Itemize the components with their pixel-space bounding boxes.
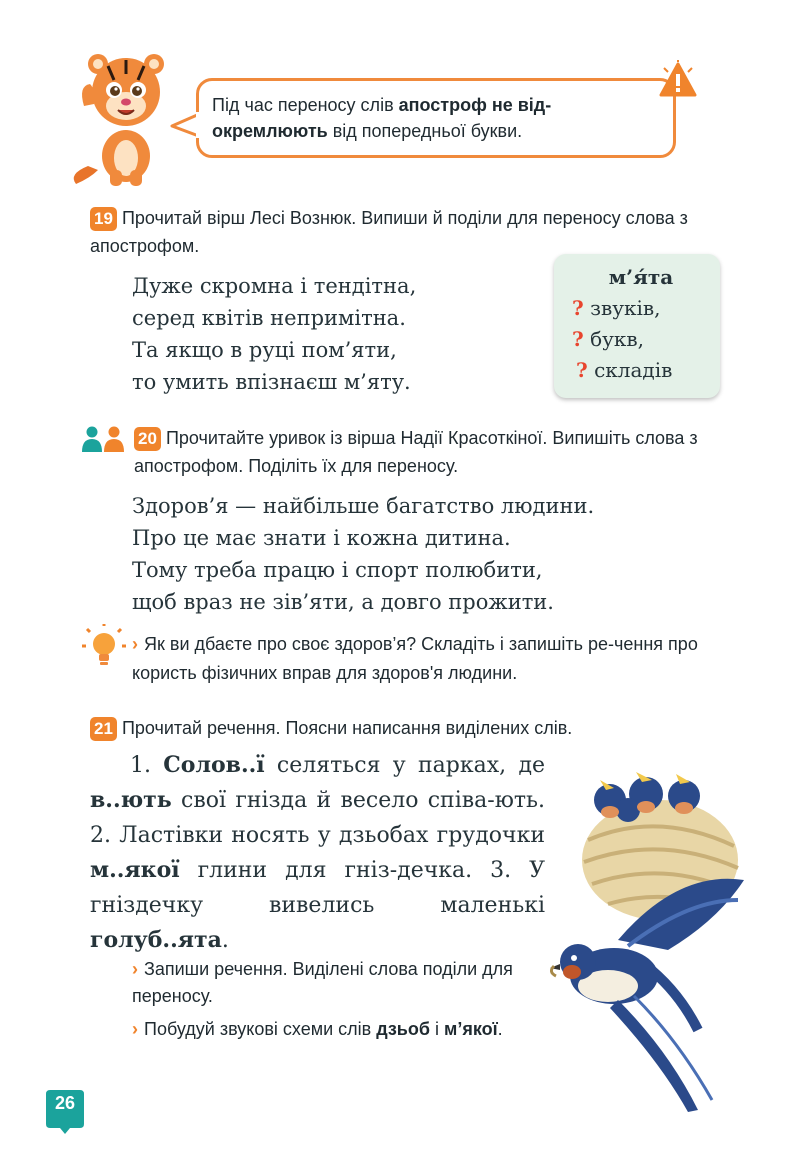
highlighted-word: голуб..ята	[90, 927, 222, 953]
warning-icon	[658, 60, 698, 100]
sentence-fragment: .	[221, 928, 229, 953]
poem-line: Та якщо в руці пом’яти,	[132, 338, 397, 362]
highlighted-word: Солов..ї	[163, 752, 265, 778]
poem-line: то умить впізнаєш м’яту.	[132, 370, 411, 394]
chevron-icon: ›	[132, 1019, 138, 1039]
exercise-19-instruction: Прочитай вірш Лесі Вознюк. Випиши й поділи для переносу слова з апострофом.	[90, 208, 688, 256]
rule-text-part: від попередньої букви.	[327, 121, 523, 141]
poem-line: Про це має знати і кожна дитина.	[132, 526, 511, 550]
exercise-21-sentences	[90, 748, 545, 958]
poem-line: Тому треба працю і спорт полюбити,	[132, 558, 543, 582]
task-text: .	[497, 1019, 503, 1039]
highlighted-word: м..якої	[90, 857, 180, 883]
task-sound-schemes	[132, 1016, 532, 1043]
task-text: Запиши речення. Виділені слова поділи для переносу.	[132, 959, 513, 1006]
rule-text-bold: апостроф не від-окремлюють	[212, 95, 552, 141]
lightbulb-icon	[82, 624, 126, 668]
exercise-21-instruction: Прочитай речення. Поясни написання виділених слів.	[121, 718, 573, 738]
task-bold-word: дзьоб	[376, 1019, 430, 1039]
chevron-icon: ›	[132, 959, 138, 979]
card-line: складів	[594, 358, 673, 382]
task-write-sentences	[132, 956, 532, 1010]
discussion-prompt	[132, 630, 742, 688]
question-mark: ?	[572, 327, 584, 351]
exercise-20-instruction: Прочитайте уривок із вірша Надії Красоткіної. Випишіть слова з апострофом. Поділіть їх для переносу.	[134, 428, 698, 476]
poem-vozniuk	[132, 270, 416, 398]
question-mark: ?	[576, 358, 588, 382]
word-analysis-text	[566, 262, 716, 386]
exercise-21-heading	[90, 714, 730, 742]
task-text: і	[429, 1019, 444, 1039]
card-line: звуків,	[590, 296, 661, 320]
sentence-fragment: глини для гніз-дечка. 3. У гніздечку вивелись маленькі	[90, 858, 545, 918]
exercise-19-heading	[90, 204, 740, 260]
callout-tail-cover	[192, 110, 204, 140]
rule-text-part: Під час переносу слів	[212, 95, 399, 115]
exercise-number-21: 21	[90, 717, 117, 741]
sentence-fragment: 1.	[130, 753, 164, 778]
discussion-text: Як ви дбаєте про своє здоров’я? Складіть і запишіть ре-чення про користь фізичних вправ для здоров'я людини.	[132, 634, 698, 683]
poem-krasotkina	[132, 490, 594, 618]
tiger-mascot-illustration	[68, 46, 178, 186]
question-mark: ?	[572, 296, 584, 320]
poem-line: Здоров’я — найбільше багатство людини.	[132, 494, 595, 518]
exercise-number-19: 19	[90, 207, 117, 231]
page-number: 26	[54, 1093, 76, 1113]
exercise-20-heading	[134, 424, 744, 480]
sentence-fragment: свої гнізда й весело співа-ють. 2. Ластівки носять у дзьобах грудочки	[90, 788, 545, 848]
chevron-icon: ›	[132, 634, 138, 654]
poem-line: серед квітів непримітна.	[132, 306, 406, 330]
exercise-number-20: 20	[134, 427, 161, 451]
pair-work-icon	[80, 426, 130, 452]
swallow-nest-illustration	[548, 750, 748, 1120]
task-text: Побудуй звукові схеми слів	[144, 1019, 377, 1039]
task-bold-word: м’якої	[444, 1019, 498, 1039]
poem-line: Дуже скромна і тендітна,	[132, 274, 417, 298]
rule-text	[212, 92, 662, 144]
card-line: букв,	[590, 327, 645, 351]
highlighted-word: в..ють	[90, 787, 172, 813]
sentence-fragment: селяться у парках, де	[264, 753, 546, 778]
poem-line: щоб враз не зів’яти, а довго прожити.	[132, 590, 554, 614]
card-word: м’я́та	[608, 265, 674, 289]
